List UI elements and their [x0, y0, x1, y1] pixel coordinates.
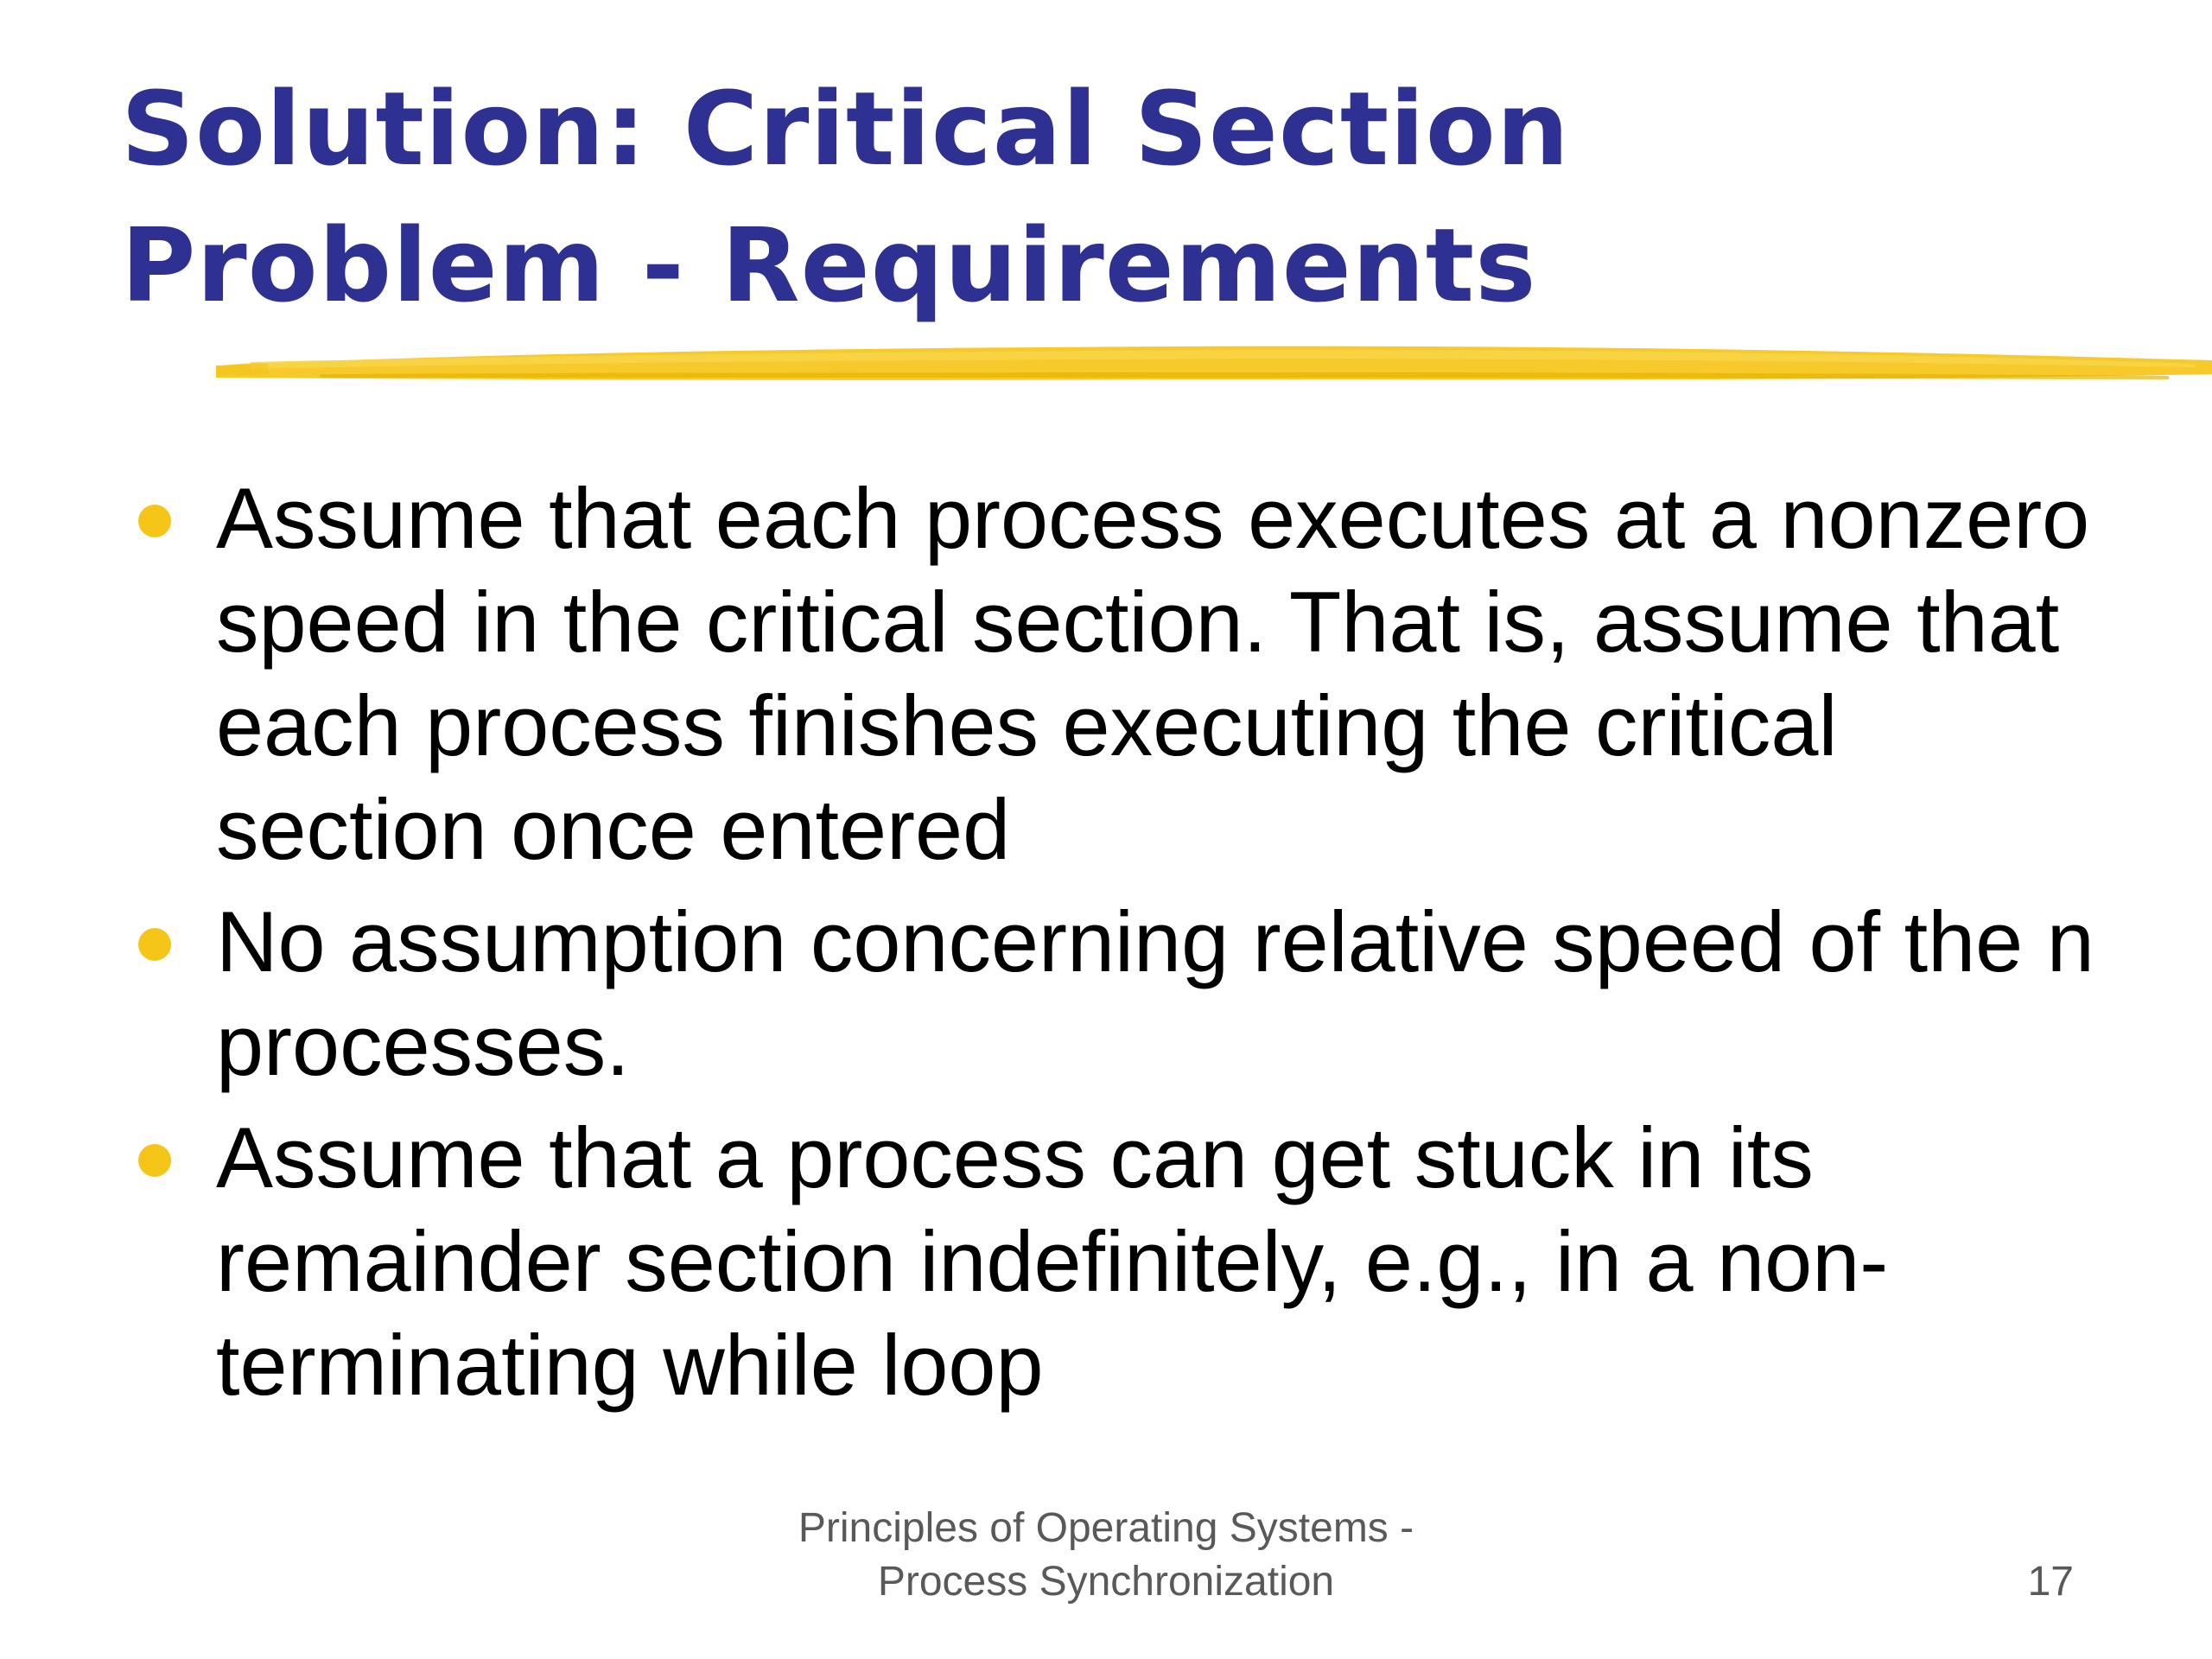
title-brush-underline	[216, 324, 2212, 402]
page-number: 17	[2027, 1559, 2074, 1605]
footer-line-1: Principles of Operating Systems -	[798, 1505, 1414, 1551]
bullet-list	[130, 467, 2117, 1426]
list-item	[130, 1106, 2117, 1417]
slide-title	[121, 60, 2022, 334]
bullet-dot-icon	[138, 1144, 171, 1177]
title-line-1: Solution: Critical Section	[121, 69, 1570, 188]
bullet-text: Assume that each process executes at a nonzero speed in the critical section. That is, assume that each process finishes executing the critical section once entered	[216, 470, 2090, 877]
list-item	[130, 467, 2117, 881]
title-line-2: Problem - Requirements	[121, 206, 1537, 325]
bullet-text: Assume that a process can get stuck in its remainder section indefinitely, e.g., in a non-terminating while loop	[216, 1109, 1889, 1413]
bullet-text: No assumption concerning relative speed of the n processes.	[216, 893, 2094, 1093]
list-item	[130, 890, 2117, 1097]
slide-footer	[760, 1502, 1452, 1609]
footer-line-2: Process Synchronization	[877, 1559, 1335, 1605]
bullet-dot-icon	[138, 505, 171, 537]
bullet-dot-icon	[138, 928, 171, 961]
